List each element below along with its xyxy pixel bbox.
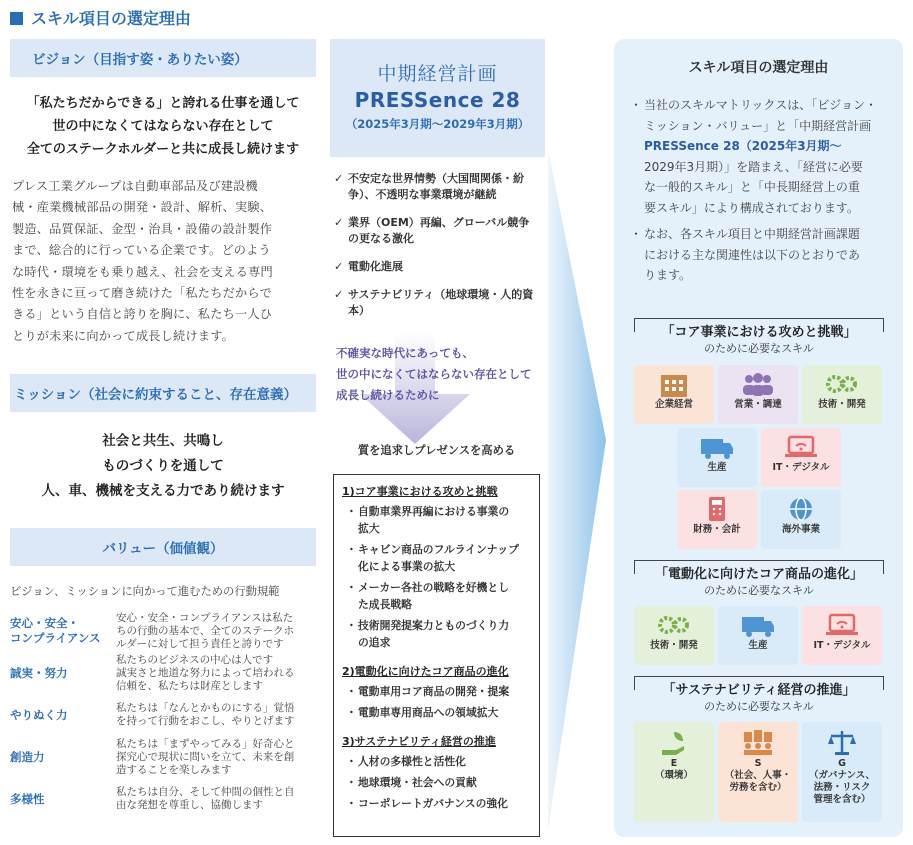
section-heading: 1)コア事業における攻めと挑戦 [342,485,498,498]
pursue-text: 質を追求しプレゼンスを高める [357,444,516,457]
list-item: ・ 技術開発提案力とものづくり力 の追求 [346,619,510,649]
list-item: ・ メーカー各社の戦略を好機とし た成長戦略 [346,581,509,611]
list-item: ・ 地球環境・社会への貢献 [346,776,477,789]
group-sustainability: 「サステナビリティ経営の推進」 のために必要なスキル [662,683,856,713]
list-item: ・ 自動車業界再編における事業の 拡大 [346,505,510,535]
mission-lead: 社会と共生、共鳴し ものづくりを通して 人、車、機械を支える力であり続けます [41,433,285,499]
group-core-business: 「コア事業における攻めと挑戦」 のために必要なスキル [661,325,857,355]
truck-icon [699,434,735,460]
truck-icon [740,612,776,638]
tile-technology: 技術・開発 [634,606,714,665]
page-title: スキル項目の選定理由 [10,6,191,29]
list-item: ・ 電動車専用商品への領域拡大 [346,706,499,719]
building-icon [659,371,689,397]
value-row: 多様性 私たちは自分、そして仲間の個性と自 由な発想を尊重し、協働します [10,786,295,811]
value-row: やりぬく力 私たちは「なんとかものにする」覚悟 を持って行動をおこし、やりとげます [10,702,295,727]
tile-finance: 財務・会計 [677,490,757,549]
check-item: ✓ 不安定な世界情勢（大国間関係・紛 争）、不透明な事業環境が継続 [334,172,524,201]
tile-management: 企業経営 [634,365,714,424]
list-item: ・ コーポレートガバナンスの強化 [346,797,508,810]
globe-icon [786,496,816,522]
calculator-icon [702,496,732,522]
section-heading: 2)電動化に向けたコア商品の進化 [342,665,509,678]
laptop-wifi-icon [783,434,819,460]
leaf-hand-icon [659,728,689,756]
laptop-wifi-icon [824,612,860,638]
bullet-item: ・ なお、各スキル項目と中期経営計画課題 における主な関連性は以下のとおりであ ります。 [629,227,861,282]
people-icon [740,371,776,397]
chevron-right-icon [548,150,608,840]
list-item: ・ 人材の多様性と活性化 [346,755,466,768]
arrow-text: 不確実な時代にあっても、 世の中になくてはならない存在として 成長し続けるために [336,346,532,402]
tile-production: 生産 [718,606,798,665]
gears-icon [656,612,692,638]
title-square-icon [10,12,23,25]
group-electrification: 「電動化に向けたコア商品の進化」 のために必要なスキル [654,567,863,597]
tile-overseas: 海外事業 [761,490,841,549]
value-table [10,610,316,820]
vision-lead: 「私たちだからできる」と誇れる仕事を通して 世の中になくてはならない存在として 全てのステークホルダーと共に成長し続けます [26,96,300,157]
bullet-item: ・ 当社のスキルマトリックスは、「ビジョン・ ミッション・バリュー」と「中期経営計画 PRESSence 28（2025年3月期～ 2029年3月期）」を踏まえ、「経営に必要 な一般的スキル」と「中長期経営上の重 要スキル」により構成されております。 [629,98,878,215]
vision-heading: ビジョン（目指す姿・ありたい姿） [10,39,316,77]
scales-icon [826,728,858,756]
value-heading: バリュー（価値観） [10,528,316,566]
value-row: 安心・安全・ コンプライアンス 安心・安全・コンプライアンスは私た ちの行動の基本で、全てのステークホ ルダーに対して担う責任と誇りです [10,611,295,650]
value-intro: ビジョン、ミッションに向かって進むための行動規範 [10,585,280,598]
section-heading: 3)サステナビリティ経営の推進 [342,735,496,748]
value-row: 創造力 私たちは「まずやってみる」好奇心と 探究心で現状に問いを立て、未来を創 造することを楽しみます [10,737,295,776]
panel-title: スキル項目の選定理由 [688,60,829,76]
tile-sales: 営業・調達 [718,365,798,424]
list-item: ・ 電動車用コア商品の開発・提案 [346,685,510,698]
check-item: ✓ サステナビリティ（地球環境・人的資本） [334,288,534,317]
tile-technology: 技術・開発 [802,365,882,424]
check-item: ✓ 電動化進展 [334,260,403,273]
tile-social: S （社会、人事・ 労務を含む） [718,722,798,822]
mission-heading: ミッション（社会に約束すること、存在意義） [10,374,316,412]
value-row: 誠実・努力 私たちのビジネスの中心は人です 誠実さと地道な努力によって培われる 信頼を、私たちは財産とします [10,653,295,692]
tile-environment: E （環境） [634,722,714,822]
tile-governance: G （ガバナンス、 法務・リスク 管理を含む） [802,722,882,822]
gears-icon [824,371,860,397]
community-icon [741,728,775,756]
plan-period: （2025年3月期～2029年3月期） [345,117,530,131]
panel-bullets [628,95,898,286]
plan-sections-box [333,474,540,837]
tile-it-digital: IT・デジタル [761,428,841,487]
check-item: ✓ 業界（OEM）再編、グローバル競争 の更なる激化 [334,216,530,245]
tile-production: 生産 [677,428,757,487]
plan-checks [334,171,549,319]
list-item: ・ キャビン商品のフルラインナップ 化による事業の拡大 [346,543,519,573]
vision-body: プレス工業グループは自動車部品及び建設機 械・産業機械部品の開発・設計、解析、実験、 製造、品質保証、金型・治具・設備の設計製作 まで、総合的に行っている企業です。どのよう な時代・環境をも乗り越え、社会を支える専門 性を永きに亘って磨き続けた「私たちだからで きる」という自信と誇りを胸に、私たち一人ひ とりが未来に向かって成長し続けます。 [12,179,273,343]
tile-it-digital: IT・デジタル [802,606,882,665]
plan-brand-logo: PRESSence 28 [354,88,521,112]
plan-title: 中期経営計画 [377,63,498,85]
plan-header [330,39,545,157]
